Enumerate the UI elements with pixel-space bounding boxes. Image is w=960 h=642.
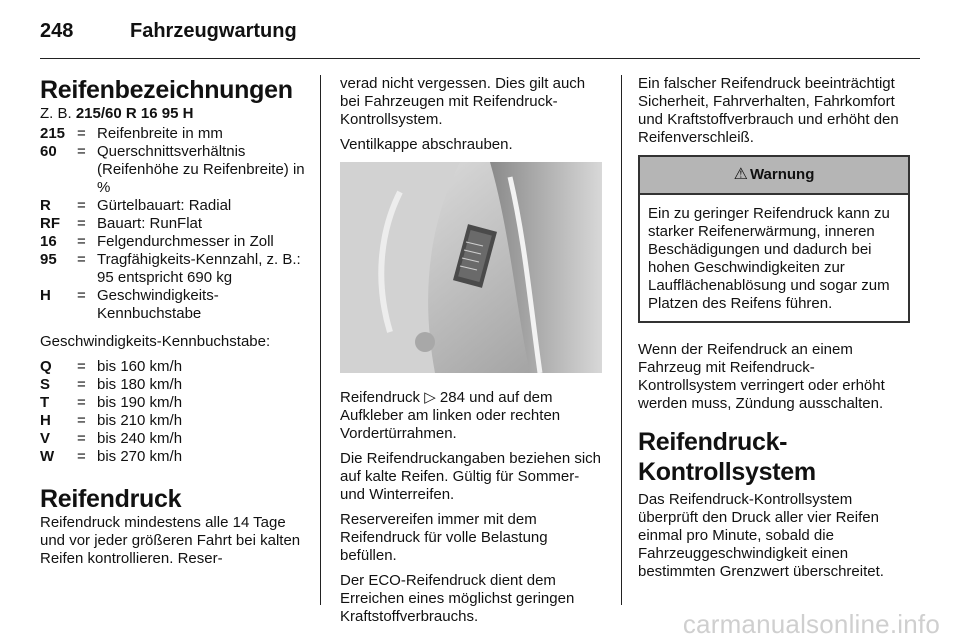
speed-term: S <box>40 376 51 393</box>
pressure-paragraph: Reifendruck mindestens alle 14 Tage und vor jeder größeren Fahrt bei kalten Reifen kontrollieren. Reser- <box>40 514 301 567</box>
column3-paragraph-1: Ein falscher Reifendruck beeinträchtigt Sicherheit, Fahrverhalten, Fahrkomfort und Kraftstoffverbrauch und erhöht den Reifenverschleiß. <box>638 75 899 146</box>
designation-desc: Gürtelbauart: Radial <box>97 197 232 214</box>
header-divider <box>40 58 920 59</box>
speed-row: T = bis 190 km/h <box>40 394 308 412</box>
column2-paragraph-4: Die Reifendruckangaben beziehen sich auf kalte Reifen. Gültig für Sommer- und Winterreifen. <box>340 450 602 503</box>
warning-triangle-icon: ⚠ <box>733 166 748 183</box>
speed-desc: bis 240 km/h <box>97 430 183 447</box>
column2-paragraph-6: Der ECO-Reifendruck dient dem Erreichen eines möglichst geringen Kraftstoffverbrauchs. <box>340 572 575 625</box>
column-divider-2 <box>621 75 622 605</box>
example-code: 215/60 R 16 95 H <box>75 105 194 122</box>
designation-row: RF = Bauart: RunFlat <box>40 215 308 233</box>
designation-list <box>40 125 308 323</box>
speed-row: W = bis 270 km/h <box>40 448 308 466</box>
warning-text: Ein zu geringer Reifendruck kann zu starker Reifenerwärmung, inneren Beschädigungen und dadurch bei hohen Geschwindigkeiten zur Laufflächenablösung und sogar zum Platzen des Reifens führen. <box>648 205 890 312</box>
designation-term: RF <box>40 215 60 232</box>
designation-desc: Reifenbreite in mm <box>97 125 223 142</box>
heading-tire-designations: Reifenbezeichnungen <box>40 76 293 104</box>
watermark: carmanualsonline.info <box>682 609 940 639</box>
column2-paragraph-2: Ventilkappe abschrauben. <box>340 136 513 153</box>
speed-desc: bis 160 km/h <box>97 358 183 375</box>
speed-term: H <box>40 412 51 429</box>
designation-desc: Querschnittsverhältnis (Reifenhöhe zu Reifenbreite) in % <box>97 143 305 196</box>
column3-paragraph-2: Wenn der Reifendruck an einem Fahrzeug mit Reifendruck-Kontrollsystem verringert oder erhöht werden muss, Zündung ausschalten. <box>638 341 885 412</box>
designation-term: 215 <box>40 125 66 142</box>
speed-row: V = bis 240 km/h <box>40 430 308 448</box>
example-line <box>40 105 308 123</box>
door-frame-sticker-photo <box>340 162 602 373</box>
column2-paragraph-1: verad nicht vergessen. Dies gilt auch bei Fahrzeugen mit Reifendruck-Kontrollsystem. <box>340 75 586 128</box>
designation-term: H <box>40 287 51 304</box>
column3-paragraph-3: Das Reifendruck-Kontrollsystem überprüft den Druck aller vier Reifen einmal pro Minute, sobald die Fahrzeuggeschwindigkeit einen bestimmten Grenzwert überschreitet. <box>638 491 884 580</box>
speed-term: V <box>40 430 51 447</box>
designation-row: 215 = Reifenbreite in mm <box>40 125 308 143</box>
example-prefix: Z. B. <box>40 105 72 122</box>
column-3 <box>638 75 910 588</box>
speed-desc: bis 190 km/h <box>97 394 183 411</box>
speed-term: Q <box>40 358 52 375</box>
designation-row: 60 = Querschnittsverhältnis (Reifenhöhe zu Reifenbreite) in % <box>40 143 308 197</box>
warning-title: Warnung <box>749 166 815 183</box>
speed-term: T <box>40 394 50 411</box>
column2-paragraph-3: Reifendruck ▷ 284 und auf dem Aufkleber am linken oder rechten Vordertürrahmen. <box>340 389 561 442</box>
designation-term: 16 <box>40 233 57 250</box>
designation-row: R = Gürtelbauart: Radial <box>40 197 308 215</box>
column-divider-1 <box>320 75 321 605</box>
speed-desc: bis 210 km/h <box>97 412 183 429</box>
designation-row: H = Geschwindigkeits-Kennbuchstabe <box>40 287 308 323</box>
designation-desc: Bauart: RunFlat <box>97 215 203 232</box>
designation-term: 60 <box>40 143 57 160</box>
speed-term: W <box>40 448 55 465</box>
designation-desc: Tragfähigkeits-Kennzahl, z. B.: 95 entspricht 690 kg <box>97 251 301 286</box>
designation-row: 16 = Felgendurchmesser in Zoll <box>40 233 308 251</box>
designation-desc: Felgendurchmesser in Zoll <box>97 233 274 250</box>
speed-heading: Geschwindigkeits-Kennbuchstabe: <box>40 333 271 350</box>
warning-header <box>640 157 908 195</box>
speed-row: S = bis 180 km/h <box>40 376 308 394</box>
speed-row: H = bis 210 km/h <box>40 412 308 430</box>
speed-list <box>40 358 308 466</box>
page-header <box>40 20 920 58</box>
speed-desc: bis 270 km/h <box>97 448 183 465</box>
page-number: 248 <box>40 20 74 42</box>
heading-tpms: Reifendruck-Kontrollsystem <box>638 428 816 486</box>
warning-box <box>638 155 910 323</box>
column2-paragraph-5: Reservereifen immer mit dem Reifendruck für volle Belastung befüllen. <box>340 511 548 564</box>
section-title: Fahrzeugwartung <box>130 20 297 42</box>
column-1 <box>40 75 308 575</box>
speed-row: Q = bis 160 km/h <box>40 358 308 376</box>
designation-term: 95 <box>40 251 57 268</box>
designation-term: R <box>40 197 51 214</box>
heading-tire-pressure: Reifendruck <box>40 485 182 513</box>
column-2 <box>340 75 604 633</box>
designation-row: 95 = Tragfähigkeits-Kennzahl, z. B.: 95 entspricht 690 kg <box>40 251 308 287</box>
speed-desc: bis 180 km/h <box>97 376 183 393</box>
designation-desc: Geschwindigkeits-Kennbuchstabe <box>97 287 219 322</box>
